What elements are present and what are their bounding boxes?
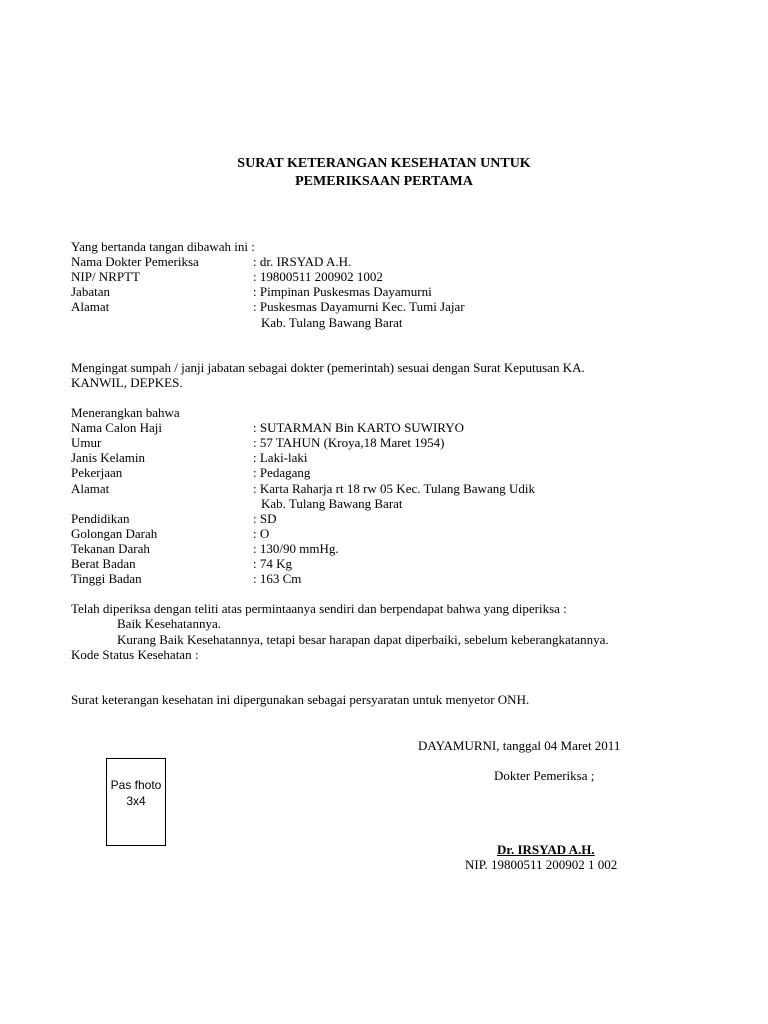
oath-line1: Mengingat sumpah / janji jabatan sebagai dokter (pemerintah) sesuai dengan Surat Keputusan KA. [71,360,585,375]
doctor-intro: Yang bertanda tangan dibawah ini : [71,239,255,254]
doctor-position-value: : Pimpinan Puskesmas Dayamurni [253,284,432,299]
patient-sex-label: Janis Kelamin [71,450,146,465]
patient-job-value: : Pedagang [253,465,311,480]
patient-height-label: Tinggi Badan [71,571,142,586]
patient-address-label: Alamat [71,481,110,496]
doctor-nip-label: NIP/ NRPTT [71,269,140,284]
patient-weight-value: : 74 Kg [253,556,292,571]
doctor-position-label: Jabatan [71,284,110,299]
exam-option-healthy: Baik Kesehatannya. [117,616,221,631]
photo-label: Pas fhoto [110,778,162,792]
signer-role: Dokter Pemeriksa ; [494,768,595,783]
patient-age-value: : 57 TAHUN (Kroya,18 Maret 1954) [253,435,445,450]
place-date: DAYAMURNI, tanggal 04 Maret 2011 [418,738,621,753]
patient-age-label: Umur [71,435,102,450]
patient-job-label: Pekerjaan [71,465,123,480]
doctor-name-value: : dr. IRSYAD A.H. [253,254,352,269]
patient-address-value: : Karta Raharja rt 18 rw 05 Kec. Tulang Bawang Udik [253,481,535,496]
patient-sex-value: : Laki-laki [253,450,308,465]
patient-blood-pressure-value: : 130/90 mmHg. [253,541,339,556]
oath-line2: KANWIL, DEPKES. [71,375,183,390]
patient-weight-label: Berat Badan [71,556,136,571]
patient-education-label: Pendidikan [71,511,130,526]
patient-name-label: Nama Calon Haji [71,420,162,435]
patient-education-value: : SD [253,511,277,526]
photo-size: 3x4 [126,794,146,808]
exam-option-less-healthy: Kurang Baik Kesehatannya, tetapi besar harapan dapat diperbaiki, sebelum keberangkatannya. [117,632,609,647]
signature-nip: NIP. 19800511 200902 1 002 [465,857,618,872]
patient-blood-type-value: : O [253,526,270,541]
photo-placeholder-box [106,758,166,846]
patient-intro: Menerangkan bahwa [71,405,180,420]
document-title-line1: SURAT KETERANGAN KESEHATAN UNTUK [237,156,531,171]
patient-blood-type-label: Golongan Darah [71,526,158,541]
doctor-name-label: Nama Dokter Pemeriksa [71,254,199,269]
health-status-code: Kode Status Kesehatan : [71,647,199,662]
doctor-address-label: Alamat [71,299,110,314]
doctor-address-value: : Puskesmas Dayamurni Kec. Tumi Jajar [253,299,465,314]
document-title-line2: PEMERIKSAAN PERTAMA [295,174,473,189]
patient-name-value: : SUTARMAN Bin KARTO SUWIRYO [253,420,465,435]
purpose-statement: Surat keterangan kesehatan ini dipergunakan sebagai persyaratan untuk menyetor ONH. [71,692,530,707]
exam-statement: Telah diperiksa dengan teliti atas permintaanya sendiri dan berpendapat bahwa yang diperiksa : [71,601,567,616]
signature-name: Dr. IRSYAD A.H. [497,842,595,857]
patient-height-value: : 163 Cm [253,571,302,586]
doctor-nip-value: : 19800511 200902 1002 [253,269,383,284]
patient-blood-pressure-label: Tekanan Darah [71,541,150,556]
doctor-address-cont: Kab. Tulang Bawang Barat [261,315,403,330]
patient-address-cont: Kab. Tulang Bawang Barat [261,496,403,511]
